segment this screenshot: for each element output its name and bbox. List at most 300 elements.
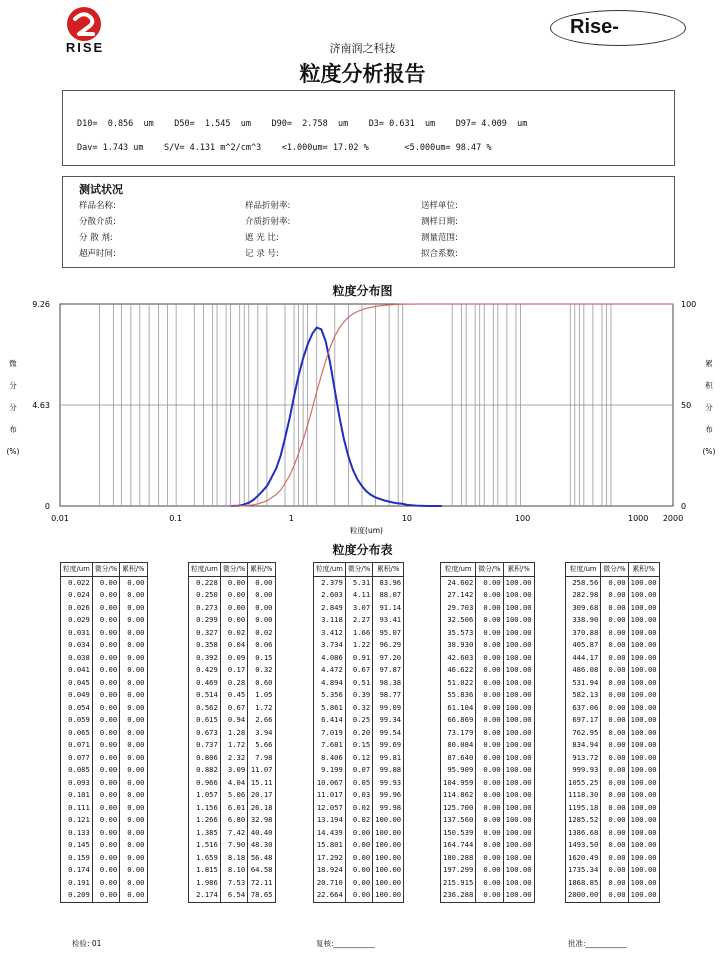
table-cell: 99.54 <box>373 727 404 740</box>
table-cell: 4.472 <box>314 664 346 677</box>
table-row <box>566 777 660 790</box>
table-row <box>441 714 535 727</box>
table-cell: 100.00 <box>503 664 534 677</box>
table-cell: 0.00 <box>601 739 628 752</box>
table-cell: 2.603 <box>314 589 346 602</box>
table-cell: 370.88 <box>566 627 601 640</box>
table-cell: 0.00 <box>601 827 628 840</box>
table-cell: 100.00 <box>503 777 534 790</box>
table-cell: 0.111 <box>61 802 93 815</box>
y-right-tick-label: 100 <box>681 300 697 309</box>
table-cell: 1118.30 <box>566 789 601 802</box>
table-cell: 0.00 <box>120 714 147 727</box>
table-row <box>314 689 404 702</box>
table-cell: 5.356 <box>314 689 346 702</box>
table-cell: 0.00 <box>601 639 628 652</box>
table-cell: 100.00 <box>628 802 659 815</box>
y-left-tick-label: 9.26 <box>32 300 50 309</box>
table-cell: 282.98 <box>566 589 601 602</box>
table-row <box>441 852 535 865</box>
table-cell: 93.41 <box>373 614 404 627</box>
table-row <box>314 714 404 727</box>
table-cell: 100.00 <box>628 602 659 615</box>
table-row <box>61 802 148 815</box>
table-cell: 0.51 <box>345 677 372 690</box>
table-row <box>441 639 535 652</box>
table-cell: 338.90 <box>566 614 601 627</box>
table-cell: 46.622 <box>441 664 476 677</box>
table-row <box>314 827 404 840</box>
table-header: 微分/% <box>92 563 119 577</box>
x-axis-label: 粒度(um) <box>350 526 383 535</box>
table-cell: 0.00 <box>476 652 503 665</box>
table-cell: 7.681 <box>314 739 346 752</box>
table-row <box>189 877 276 890</box>
table-cell: 100.00 <box>503 789 534 802</box>
table-cell: 5.31 <box>345 576 372 589</box>
table-cell: 72.11 <box>248 877 275 890</box>
x-tick-label: 0.01 <box>51 514 69 523</box>
table-cell: 180.288 <box>441 852 476 865</box>
table-cell: 95.07 <box>373 627 404 640</box>
table-row <box>314 627 404 640</box>
table-cell: 100.00 <box>373 889 404 902</box>
table-cell: 0.00 <box>220 602 247 615</box>
table-cell: 0.00 <box>476 576 503 589</box>
table-row <box>566 602 660 615</box>
table-cell: 1.057 <box>189 789 221 802</box>
table-cell: 32.506 <box>441 614 476 627</box>
table-cell: 0.00 <box>92 652 119 665</box>
table-cell: 0.228 <box>189 576 221 589</box>
table-cell: 1.22 <box>345 639 372 652</box>
table-cell: 100.00 <box>628 576 659 589</box>
table-row <box>566 827 660 840</box>
table-cell: 100.00 <box>503 752 534 765</box>
inspector-field: 检验: 01 <box>72 939 102 948</box>
table-header: 粒度/um <box>61 563 93 577</box>
table-cell: 0.05 <box>345 777 372 790</box>
table-cell: 100.00 <box>503 677 534 690</box>
y-left-axis-label: 分 <box>9 403 17 412</box>
table-cell: 834.94 <box>566 739 601 752</box>
table-row <box>61 752 148 765</box>
table-cell: 100.00 <box>503 814 534 827</box>
table-cell: 100.00 <box>373 877 404 890</box>
table-row <box>189 752 276 765</box>
table-cell: 0.00 <box>601 839 628 852</box>
table-cell: 100.00 <box>503 739 534 752</box>
condition-label: 记 录 号: <box>245 249 279 259</box>
table-cell: 56.48 <box>248 852 275 865</box>
table-row <box>441 889 535 902</box>
table-cell: 0.00 <box>120 739 147 752</box>
table-cell: 100.00 <box>503 727 534 740</box>
table-cell: 0.00 <box>92 877 119 890</box>
table-cell: 100.00 <box>503 877 534 890</box>
table-cell: 0.00 <box>248 576 275 589</box>
table-cell: 762.95 <box>566 727 601 740</box>
y-right-axis-label: 积 <box>705 381 713 390</box>
table-cell: 0.327 <box>189 627 221 640</box>
table-cell: 2.66 <box>248 714 275 727</box>
table-row <box>189 627 276 640</box>
table-cell: 100.00 <box>503 889 534 902</box>
table-cell: 0.00 <box>476 727 503 740</box>
condition-label: 测样日期: <box>421 217 458 227</box>
table-row <box>189 589 276 602</box>
table-row <box>566 576 660 589</box>
table-row <box>314 702 404 715</box>
table-cell: 100.00 <box>503 839 534 852</box>
table-row <box>189 602 276 615</box>
table-cell: 100.00 <box>628 689 659 702</box>
table-cell: 3.118 <box>314 614 346 627</box>
table-cell: 100.00 <box>628 627 659 640</box>
table-cell: 78.65 <box>248 889 275 902</box>
table-cell: 11.017 <box>314 789 346 802</box>
table-cell: 38.930 <box>441 639 476 652</box>
table-row <box>441 789 535 802</box>
table-cell: 99.09 <box>373 702 404 715</box>
table-cell: 0.00 <box>476 802 503 815</box>
table-cell: 444.17 <box>566 652 601 665</box>
table-cell: 100.00 <box>503 652 534 665</box>
table-cell: 0.00 <box>476 614 503 627</box>
table-cell: 0.94 <box>220 714 247 727</box>
table-cell: 0.00 <box>92 827 119 840</box>
table-row <box>189 689 276 702</box>
table-cell: 66.869 <box>441 714 476 727</box>
table-cell: 0.093 <box>61 777 93 790</box>
table-cell: 125.700 <box>441 802 476 815</box>
table-cell: 0.00 <box>120 814 147 827</box>
table-row <box>441 827 535 840</box>
table-cell: 0.00 <box>120 852 147 865</box>
table-cell: 0.00 <box>120 664 147 677</box>
table-cell: 236.288 <box>441 889 476 902</box>
table-header: 累积/% <box>373 563 404 577</box>
table-cell: 0.101 <box>61 789 93 802</box>
table-cell: 5.861 <box>314 702 346 715</box>
table-cell: 100.00 <box>628 852 659 865</box>
table-cell: 0.00 <box>92 814 119 827</box>
condition-label: 介质折射率: <box>245 217 291 227</box>
table-row <box>61 727 148 740</box>
table-cell: 0.45 <box>220 689 247 702</box>
table-cell: 0.00 <box>601 727 628 740</box>
table-cell: 0.00 <box>120 602 147 615</box>
table-header: 微分/% <box>220 563 247 577</box>
table-cell: 0.00 <box>120 689 147 702</box>
table-cell: 531.94 <box>566 677 601 690</box>
table-cell: 88.07 <box>373 589 404 602</box>
table-cell: 697.17 <box>566 714 601 727</box>
results-line-1: D10= 0.856 um D50= 1.545 um D90= 2.758 um D3= 0.631 um D97= 4.009 um <box>77 119 528 129</box>
table-cell: 100.00 <box>503 764 534 777</box>
table-row <box>566 689 660 702</box>
table-cell: 91.14 <box>373 602 404 615</box>
x-tick-label: 1000 <box>628 514 649 523</box>
table-cell: 11.07 <box>248 764 275 777</box>
distribution-chart <box>0 296 725 536</box>
table-cell: 0.615 <box>189 714 221 727</box>
results-line-2: Dav= 1.743 um S/V= 4.131 m^2/cm^3 <1.000um= 17.02 % <5.000um= 98.47 % <box>77 143 492 153</box>
table-cell: 13.194 <box>314 814 346 827</box>
table-row <box>189 827 276 840</box>
table-cell: 0.00 <box>120 639 147 652</box>
table-cell: 0.00 <box>345 827 372 840</box>
table-cell: 0.00 <box>476 839 503 852</box>
table-cell: 0.00 <box>92 677 119 690</box>
table-cell: 7.98 <box>248 752 275 765</box>
table-cell: 6.54 <box>220 889 247 902</box>
table-cell: 0.00 <box>220 614 247 627</box>
table-cell: 0.038 <box>61 652 93 665</box>
table-row <box>441 576 535 589</box>
table-cell: 0.00 <box>601 877 628 890</box>
table-row <box>566 714 660 727</box>
table-cell: 0.00 <box>476 764 503 777</box>
condition-label: 分 散 剂: <box>79 233 113 243</box>
table-cell: 6.414 <box>314 714 346 727</box>
table-cell: 7.53 <box>220 877 247 890</box>
table-cell: 100.00 <box>373 814 404 827</box>
table-cell: 0.00 <box>476 889 503 902</box>
table-cell: 1285.52 <box>566 814 601 827</box>
table-cell: 0.15 <box>248 652 275 665</box>
table-cell: 0.02 <box>248 627 275 640</box>
table-cell: 0.00 <box>476 789 503 802</box>
table-cell: 0.00 <box>120 727 147 740</box>
table-cell: 0.059 <box>61 714 93 727</box>
table-row <box>566 889 660 902</box>
table-row <box>189 714 276 727</box>
table-cell: 99.88 <box>373 764 404 777</box>
table-cell: 0.60 <box>248 677 275 690</box>
table-cell: 0.25 <box>345 714 372 727</box>
table-cell: 40.40 <box>248 827 275 840</box>
table-cell: 486.08 <box>566 664 601 677</box>
table-cell: 100.00 <box>628 639 659 652</box>
table-cell: 20.710 <box>314 877 346 890</box>
table-cell: 0.031 <box>61 627 93 640</box>
table-cell: 0.00 <box>120 677 147 690</box>
table-cell: 0.00 <box>120 764 147 777</box>
table-cell: 100.00 <box>628 877 659 890</box>
table-row <box>314 589 404 602</box>
table-cell: 3.07 <box>345 602 372 615</box>
table-row <box>566 852 660 865</box>
condition-label: 分散介质: <box>79 217 116 227</box>
table-cell: 0.045 <box>61 677 93 690</box>
table-row <box>61 602 148 615</box>
table-cell: 0.562 <box>189 702 221 715</box>
table-cell: 0.209 <box>61 889 93 902</box>
y-right-axis-label: 累 <box>705 359 713 368</box>
table-row <box>61 576 148 589</box>
differential-series-line <box>231 328 442 506</box>
table-cell: 1.659 <box>189 852 221 865</box>
table-row <box>314 614 404 627</box>
table-cell: 4.11 <box>345 589 372 602</box>
table-cell: 0.00 <box>120 614 147 627</box>
table-cell: 98.77 <box>373 689 404 702</box>
table-cell: 27.142 <box>441 589 476 602</box>
table-cell: 0.737 <box>189 739 221 752</box>
table-cell: 0.20 <box>345 727 372 740</box>
table-cell: 100.00 <box>628 714 659 727</box>
table-cell: 137.560 <box>441 814 476 827</box>
table-cell: 100.00 <box>628 889 659 902</box>
table-cell: 0.00 <box>92 689 119 702</box>
table-row <box>314 814 404 827</box>
table-cell: 0.00 <box>248 602 275 615</box>
table-cell: 0.358 <box>189 639 221 652</box>
table-cell: 0.00 <box>220 576 247 589</box>
y-left-axis-label: (%) <box>6 447 20 456</box>
x-tick-label: 2000 <box>662 514 684 523</box>
table-cell: 2.174 <box>189 889 221 902</box>
table-cell: 0.024 <box>61 589 93 602</box>
table-cell: 0.00 <box>92 764 119 777</box>
table-cell: 0.00 <box>601 589 628 602</box>
table-cell: 0.00 <box>345 864 372 877</box>
table-cell: 0.02 <box>345 814 372 827</box>
table-header: 粒度/um <box>314 563 346 577</box>
table-cell: 0.00 <box>476 589 503 602</box>
table-cell: 0.00 <box>92 864 119 877</box>
table-row <box>189 814 276 827</box>
table-cell: 0.00 <box>92 576 119 589</box>
table-cell: 5.06 <box>220 789 247 802</box>
table-row <box>314 864 404 877</box>
table-cell: 0.00 <box>120 864 147 877</box>
table-row <box>566 864 660 877</box>
table-row <box>189 664 276 677</box>
table-row <box>566 814 660 827</box>
distribution-table <box>313 562 404 903</box>
table-row <box>441 814 535 827</box>
table-cell: 100.00 <box>628 727 659 740</box>
table-cell: 215.915 <box>441 877 476 890</box>
table-cell: 0.00 <box>476 627 503 640</box>
table-cell: 2.379 <box>314 576 346 589</box>
y-left-axis-label: 布 <box>9 425 17 434</box>
table-row <box>566 839 660 852</box>
table-cell: 100.00 <box>628 614 659 627</box>
table-cell: 7.42 <box>220 827 247 840</box>
table-cell: 0.00 <box>120 589 147 602</box>
table-row <box>566 639 660 652</box>
table-cell: 0.00 <box>345 889 372 902</box>
approver-field: 批准:___________ <box>568 939 627 948</box>
table-cell: 0.250 <box>189 589 221 602</box>
table-row <box>441 689 535 702</box>
table-cell: 100.00 <box>628 864 659 877</box>
table-header: 微分/% <box>476 563 503 577</box>
table-header: 粒度/um <box>566 563 601 577</box>
table-cell: 0.00 <box>601 702 628 715</box>
table-cell: 0.67 <box>345 664 372 677</box>
table-cell: 0.065 <box>61 727 93 740</box>
table-cell: 0.00 <box>120 777 147 790</box>
table-row <box>566 664 660 677</box>
table-cell: 0.00 <box>601 664 628 677</box>
table-row <box>441 702 535 715</box>
table-cell: 3.09 <box>220 764 247 777</box>
table-row <box>61 839 148 852</box>
table-cell: 0.00 <box>92 802 119 815</box>
y-right-tick-label: 0 <box>681 502 687 511</box>
table-cell: 0.00 <box>248 589 275 602</box>
table-cell: 1.05 <box>248 689 275 702</box>
table-row <box>566 589 660 602</box>
table-row <box>61 852 148 865</box>
table-cell: 100.00 <box>503 802 534 815</box>
table-cell: 61.104 <box>441 702 476 715</box>
table-cell: 100.00 <box>628 814 659 827</box>
table-row <box>314 639 404 652</box>
table-cell: 0.806 <box>189 752 221 765</box>
table-cell: 258.56 <box>566 576 601 589</box>
y-left-tick-label: 0 <box>44 502 50 511</box>
table-row <box>61 702 148 715</box>
table-cell: 0.673 <box>189 727 221 740</box>
table-cell: 0.00 <box>220 589 247 602</box>
table-row <box>61 777 148 790</box>
y-left-axis-label: 分 <box>9 381 17 390</box>
table-cell: 1.266 <box>189 814 221 827</box>
table-cell: 0.17 <box>220 664 247 677</box>
table-row <box>314 752 404 765</box>
table-row <box>314 852 404 865</box>
table-cell: 913.72 <box>566 752 601 765</box>
table-cell: 1.156 <box>189 802 221 815</box>
condition-label: 测量范围: <box>421 233 458 243</box>
table-cell: 0.00 <box>476 852 503 865</box>
table-cell: 100.00 <box>503 576 534 589</box>
table-cell: 0.00 <box>476 777 503 790</box>
table-row <box>189 789 276 802</box>
table-row <box>61 689 148 702</box>
table-row <box>189 652 276 665</box>
table-cell: 0.12 <box>345 752 372 765</box>
table-row <box>314 677 404 690</box>
table-cell: 0.00 <box>601 602 628 615</box>
table-cell: 0.00 <box>92 602 119 615</box>
table-cell: 405.87 <box>566 639 601 652</box>
table-row <box>61 589 148 602</box>
table-cell: 100.00 <box>503 639 534 652</box>
table-cell: 0.159 <box>61 852 93 865</box>
table-cell: 97.87 <box>373 664 404 677</box>
table-cell: 1.986 <box>189 877 221 890</box>
table-cell: 3.734 <box>314 639 346 652</box>
table-cell: 99.34 <box>373 714 404 727</box>
table-cell: 0.00 <box>92 702 119 715</box>
table-cell: 1.516 <box>189 839 221 852</box>
table-cell: 0.00 <box>601 764 628 777</box>
table-cell: 0.00 <box>120 576 147 589</box>
table-cell: 0.00 <box>601 652 628 665</box>
table-row <box>314 889 404 902</box>
table-row <box>189 677 276 690</box>
table-cell: 100.00 <box>503 864 534 877</box>
table-row <box>189 864 276 877</box>
table-cell: 0.00 <box>601 689 628 702</box>
table-row <box>441 739 535 752</box>
